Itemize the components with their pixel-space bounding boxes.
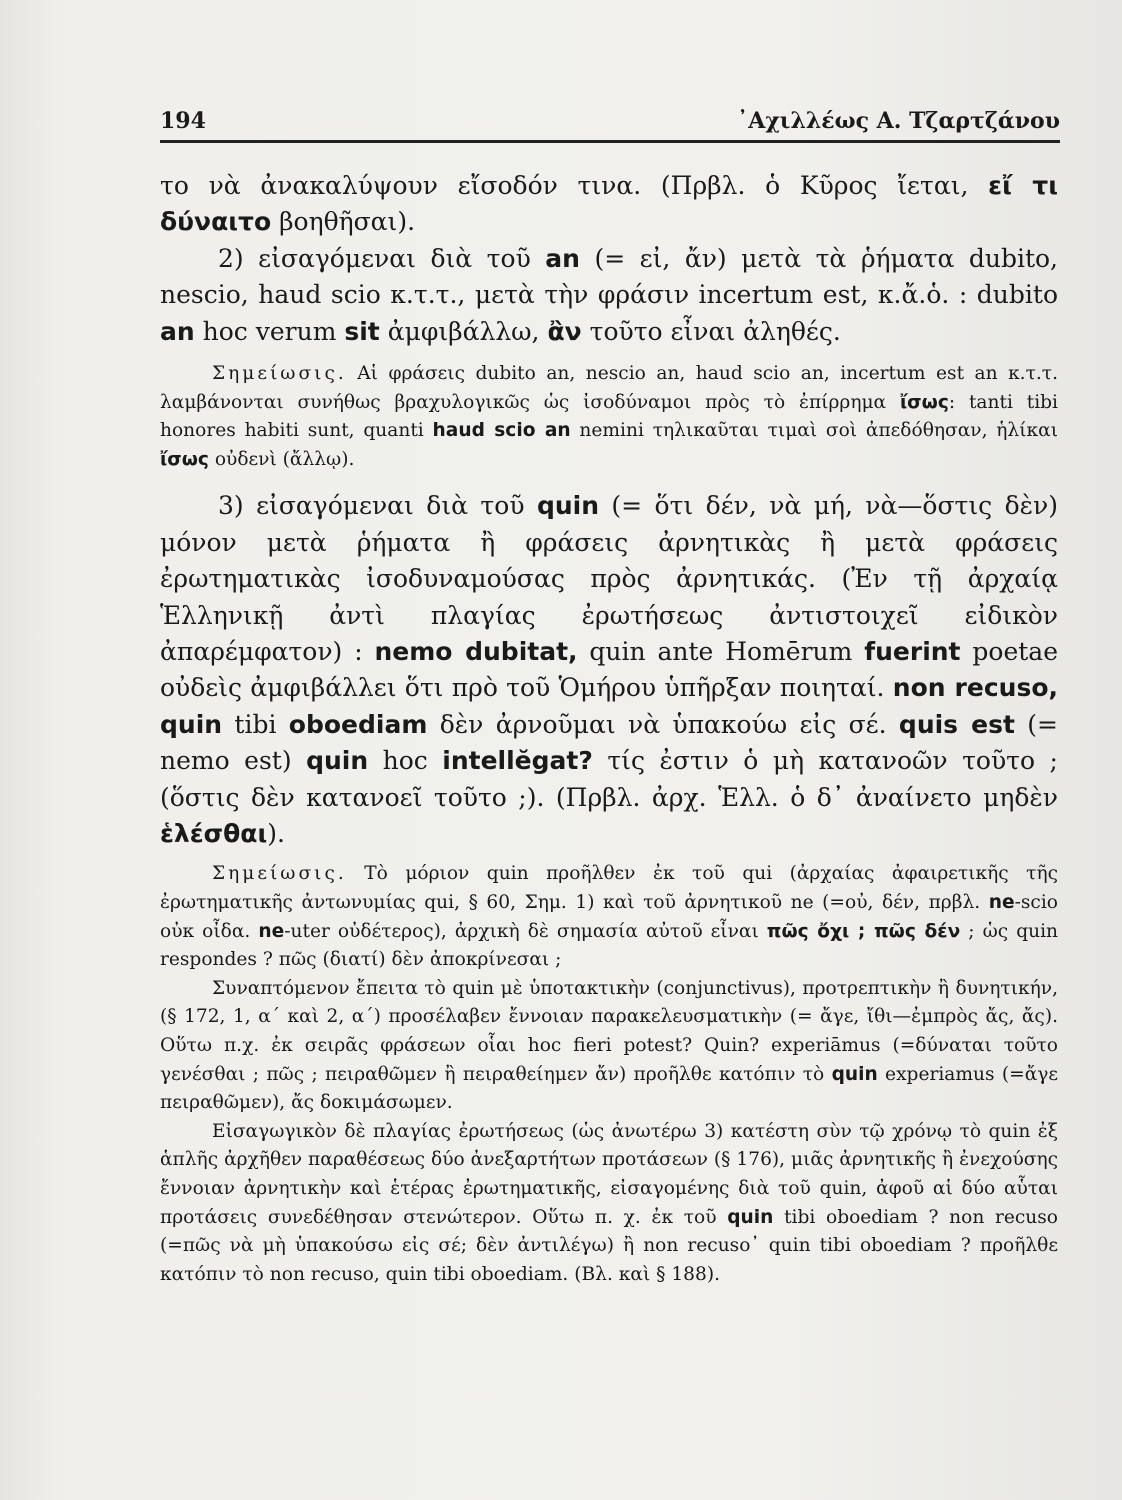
spacer [160, 350, 1058, 360]
paragraph-2: 2) εἰσαγόμεναι διὰ τοῦ an (= εἰ, ἄν) μετὰ τὰ ῥήματα dubito, nescio, haud scio κ.τ.τ., μετὰ τὴν φράσιν incertum est, κ.ἄ.ὁ. : dubito an hoc verum sit ἀμφιβάλλω, ἂν τοῦτο εἶναι ἀληθές. [160, 243, 1058, 346]
spacer [160, 474, 1058, 488]
page-body [160, 168, 1058, 1289]
page-header [160, 100, 1060, 136]
header-rule [160, 140, 1060, 143]
note-1: Σημείωσις. Αἱ φράσεις dubito an, nescio an, haud scio an, incertum est an κ.τ.τ. λαμβάνονται συνήθως βραχυλογικῶς ὡς ἰσοδύναμοι πρὸς τὸ ἐπίρρημα ἴσως: tanti tibi honores habiti sunt, quanti haud scio an nemini τηλικαῦται τιμαὶ σοὶ ἀπεδόθησαν, ἡλίκαι ἴσως οὐδενὶ (ἄλλῳ). [160, 363, 1058, 470]
page-number: 194 [160, 108, 206, 134]
note-4: Εἰσαγωγικὸν δὲ πλαγίας ἐρωτήσεως (ὡς ἀνωτέρω 3) κατέστη σὺν τῷ χρόνῳ τὸ quin ἐξ ἁπλῆς ἀρχῆθεν παραθέσεως δύο ἀνεξαρτήτων προτάσεων (§ 176), μιᾶς ἀρνητικῆς ἢ ἐνεχούσης ἔννοιαν ἀρνητικὴν καὶ ἑτέρας ἐρωτηματικῆς, εἰσαγομένης διὰ τοῦ quin, ἀφοῦ αἱ δύο αὗται προτάσεις συνεδέθησαν στενώτερον. Οὕτω π. χ. ἐκ τοῦ quin tibi oboediam ? non recuso (=πῶς νὰ μὴ ὑπακούσω εἰς σέ; δὲν ἀντιλέγω) ἢ non recuso᾽ quin tibi oboediam ? προῆλθε κατόπιν τὸ non recuso, quin tibi oboediam. (Βλ. καὶ § 188). [160, 1120, 1059, 1285]
spacer [160, 852, 1058, 860]
running-head: ᾽Αχιλλέως Α. Τζαρτζάνου [737, 108, 1060, 134]
paragraph-1: το νὰ ἀνακαλύψουν εἴσοδόν τινα. (Πρβλ. ὁ Κῦρος ἴεται, εἴ τι δύναιτο βοηθῆσαι). [160, 171, 1058, 237]
note-3: Συναπτόμενον ἔπειτα τὸ quin μὲ ὑποτακτικὴν (conjunctivus), προτρεπτικὴν ἢ δυνητικήν, (§ 172, 1, α΄ καὶ 2, α΄) προσέλαβεν ἔννοιαν παρακελευσματικὴν (= ἄγε, ἴθι—ἐμπρὸς ἄς, ἄς). Οὕτω π.χ. ἐκ σειρᾶς φράσεων οἷαι hoc fieri potest? Quin? experiāmus (=δύναται τοῦτο γενέσθαι ; πῶς ; πειραθῶμεν ἢ πειραθείημεν ἄν) προῆλθε κατόπιν τὸ quin experiamus (=ἄγε πειραθῶμεν), ἄς δοκιμάσωμεν. [160, 977, 1058, 1114]
paragraph-3: 3) εἰσαγόμεναι διὰ τοῦ quin (= ὅτι δέν, νὰ μή, νὰ—ὅστις δὲν) μόνον μετὰ ῥήματα ἢ φράσεις ἀρνητικὰς ἢ μετὰ φράσεις ἐρωτηματικὰς ἰσοδυναμούσας πρὸς ἀρνητικάς. (Ἐν τῇ ἀρχαίᾳ Ἑλληνικῇ ἀντὶ πλαγίας ἐρωτήσεως ἀντιστοιχεῖ εἰδικὸν ἀπαρέμφατον) : nemo dubitat, quin ante Homērum fuerint poetae οὐδεὶς ἀμφιβάλλει ὅτι πρὸ τοῦ Ὁμήρου ὑπῆρξαν ποιηταί. non recuso, quin tibi oboediam δὲν ἀρνοῦμαι νὰ ὑπακούω εἰς σέ. quis est (= nemo est) quin hoc intellĕgat? τίς ἐστιν ὁ μὴ κατανοῶν τοῦτο ; (ὅστις δὲν κατανοεῖ τοῦτο ;). (Πρβλ. ἀρχ. Ἑλλ. ὁ δ᾽ ἀναίνετο μηδὲν ἑλέσθαι). [160, 491, 1058, 849]
note-2: Σημείωσις. Τὸ μόριον quin προῆλθεν ἐκ τοῦ qui (ἀρχαίας ἀφαιρετικῆς τῆς ἐρωτηματικῆς ἀντωνυμίας qui, § 60, Σημ. 1) καὶ τοῦ ἀρνητικοῦ ne (=οὐ, δέν, πρβλ. ne-scio οὐκ οἶδα. ne-uter οὐδέτερος), ἀρχικὴ δὲ σημασία αὐτοῦ εἶναι πῶς ὄχι ; πῶς δέν ; ὡς quin respondes ? πῶς (διατί) δὲν ἀποκρίνεσαι ; [160, 863, 1058, 971]
